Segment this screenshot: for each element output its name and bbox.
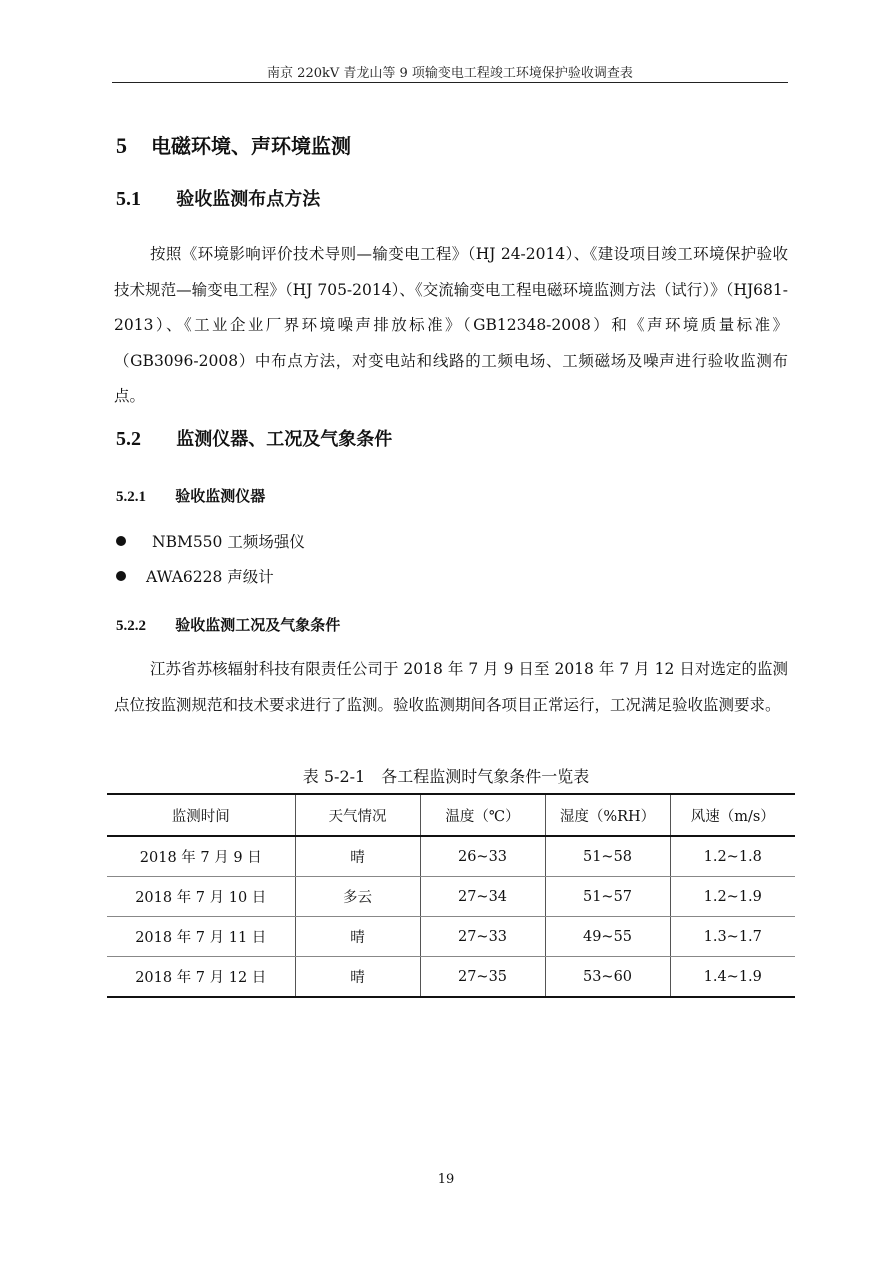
list-item xyxy=(116,530,305,552)
table-cell: 2018 年 7 月 11 日 xyxy=(107,917,295,957)
subsubsection-heading-5-2-1 xyxy=(116,485,265,506)
bullet-icon xyxy=(116,536,126,546)
table-cell: 晴 xyxy=(295,917,420,957)
subsubsection-title: 验收监测工况及气象条件 xyxy=(175,616,341,634)
table-cell: 51~57 xyxy=(545,877,670,917)
table-cell: 27~33 xyxy=(420,917,545,957)
subsection-title: 验收监测布点方法 xyxy=(176,189,321,210)
subsubsection-heading-5-2-2 xyxy=(116,614,340,635)
column-header: 温度（℃） xyxy=(420,794,545,836)
paragraph-monitoring-conditions: 江苏省苏核辐射科技有限责任公司于 2018 年 7 月 9 日至 2018 年 7 月 12 日对选定的监测点位按监测规范和技术要求进行了监测。验收监测期间各项目正常运行，工况满足验收监测要求。 xyxy=(114,660,788,714)
column-header: 风速（m/s） xyxy=(670,794,795,836)
table-cell: 51~58 xyxy=(545,836,670,877)
list-item xyxy=(116,565,274,587)
table-cell: 晴 xyxy=(295,836,420,877)
subsubsection-title: 验收监测仪器 xyxy=(175,487,266,505)
table-cell: 2018 年 7 月 12 日 xyxy=(107,957,295,998)
table-cell: 2018 年 7 月 10 日 xyxy=(107,877,295,917)
section-title: 电磁环境、声环境监测 xyxy=(150,134,351,158)
table-cell: 27~34 xyxy=(420,877,545,917)
running-header: 南京 220kV 青龙山等 9 项输变电工程竣工环境保护验收调查表 xyxy=(267,66,633,81)
table-cell: 1.3~1.7 xyxy=(670,917,795,957)
subsection-number: 5.1 xyxy=(116,188,141,210)
table-row xyxy=(107,836,795,877)
table-header-row xyxy=(107,794,795,836)
table-cell: 49~55 xyxy=(545,917,670,957)
column-header: 湿度（%RH） xyxy=(545,794,670,836)
page-number: 19 xyxy=(437,1172,455,1187)
header-rule xyxy=(112,82,788,83)
weather-conditions-table xyxy=(107,793,795,998)
table-cell: 1.2~1.8 xyxy=(670,836,795,877)
paragraph-layout-method: 按照《环境影响评价技术导则—输变电工程》（HJ 24-2014）、《建设项目竣工环境保护验收技术规范—输变电工程》（HJ 705-2014）、《交流输变电工程电磁环境监测方法（试行）》（HJ681-2013）、《工业企业厂界环境噪声排放标准》（GB12348-2008）和《声环境质量标准》（GB3096-2008）中布点方法，对变电站和线路的工频电场、工频磁场及噪声进行验收监测布点。 xyxy=(114,245,788,405)
subsubsection-number: 5.2.1 xyxy=(116,489,146,505)
column-header: 天气情况 xyxy=(295,794,420,836)
table-caption: 表 5-2-1 各工程监测时气象条件一览表 xyxy=(302,767,590,786)
subsection-heading-5-2 xyxy=(116,425,392,451)
subsubsection-number: 5.2.2 xyxy=(116,618,146,634)
list-item-text: NBM550 工频场强仪 xyxy=(152,533,305,551)
table-cell: 多云 xyxy=(295,877,420,917)
table-cell: 1.4~1.9 xyxy=(670,957,795,998)
table-row xyxy=(107,917,795,957)
table-cell: 晴 xyxy=(295,957,420,998)
table-cell: 2018 年 7 月 9 日 xyxy=(107,836,295,877)
subsection-heading-5-1 xyxy=(116,185,320,211)
table-row xyxy=(107,877,795,917)
section-number: 5 xyxy=(116,133,127,158)
table-cell: 27~35 xyxy=(420,957,545,998)
table-cell: 53~60 xyxy=(545,957,670,998)
bullet-icon xyxy=(116,571,126,581)
list-item-text: AWA6228 声级计 xyxy=(146,568,274,586)
column-header: 监测时间 xyxy=(107,794,295,836)
table-row xyxy=(107,957,795,998)
section-heading xyxy=(116,130,351,159)
table-cell: 1.2~1.9 xyxy=(670,877,795,917)
subsection-number: 5.2 xyxy=(116,428,141,450)
table-cell: 26~33 xyxy=(420,836,545,877)
subsection-title: 监测仪器、工况及气象条件 xyxy=(176,429,393,450)
